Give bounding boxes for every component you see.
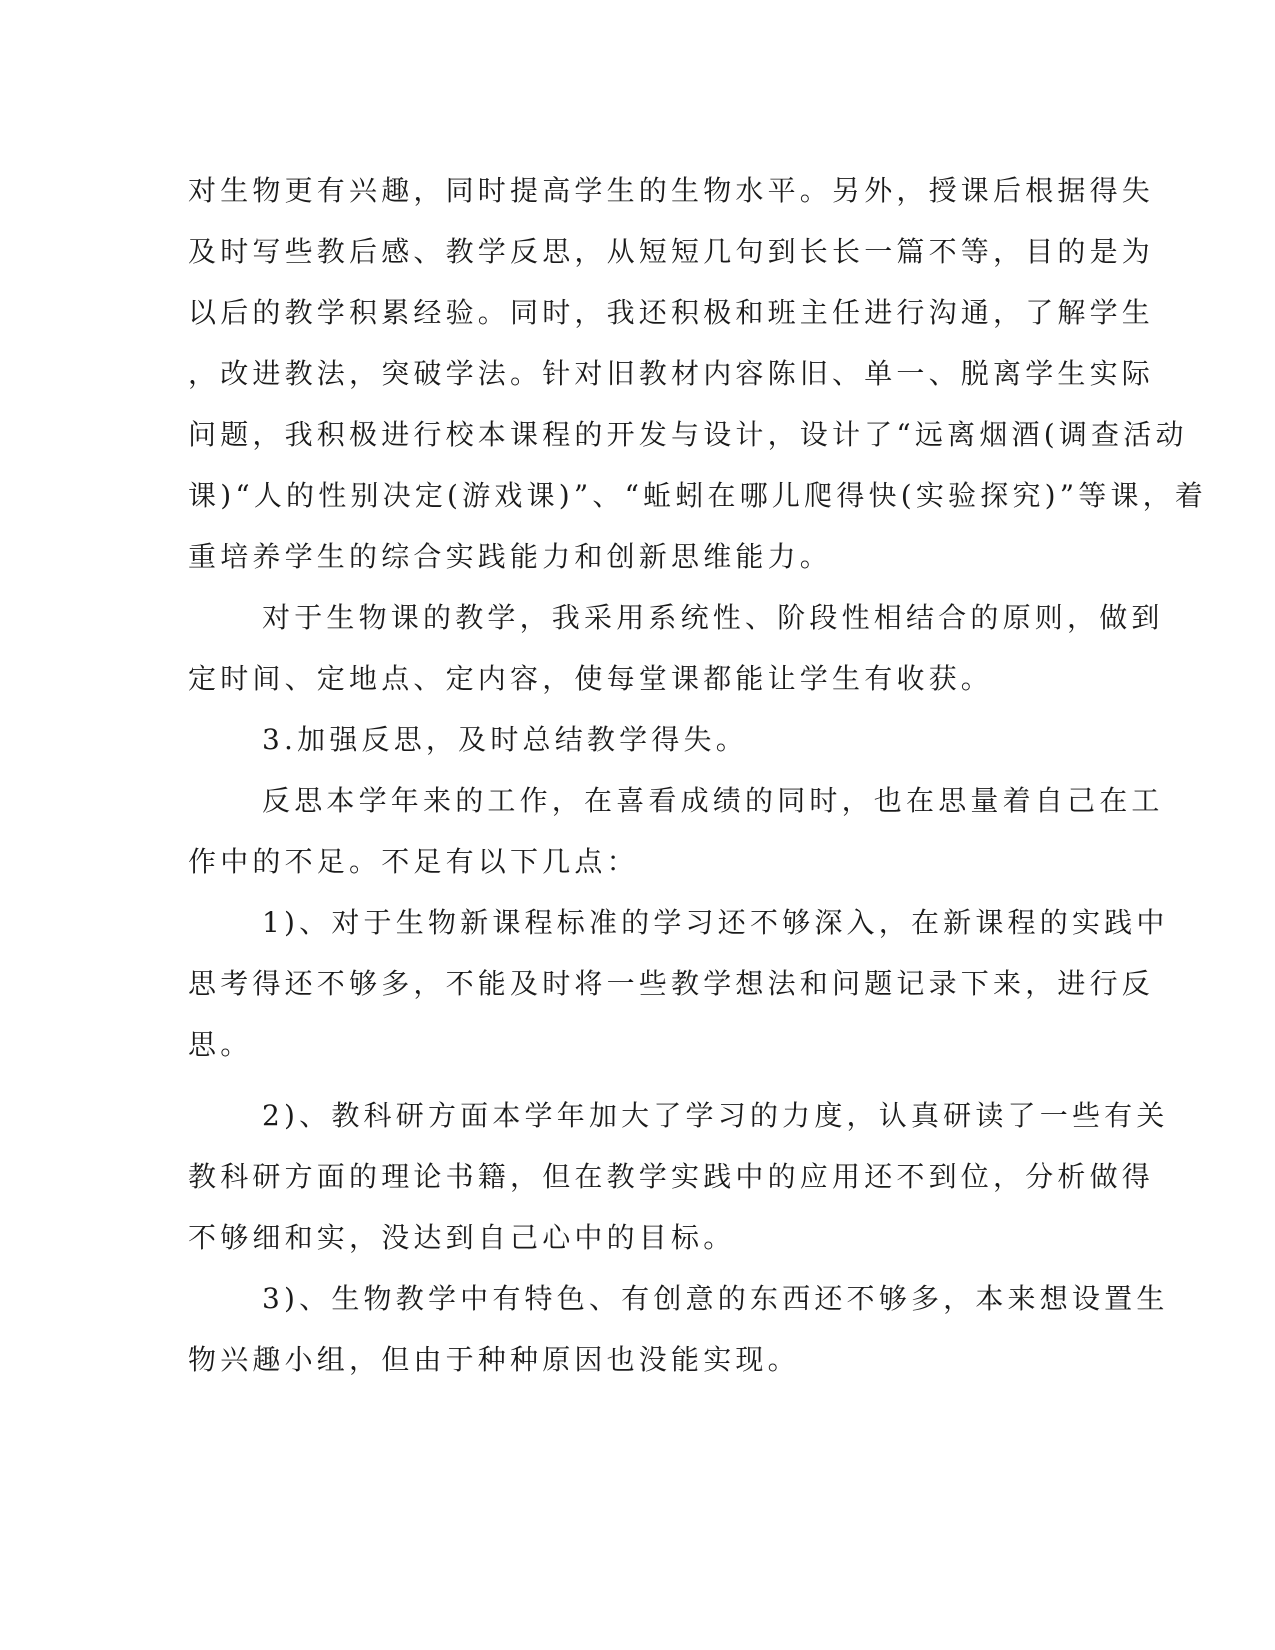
paragraph-first-line: 反思本学年来的工作，在喜看成绩的同时，也在思量着自己在工 [262,784,1164,817]
text-line: 以后的教学积累经验。同时，我还积极和班主任进行沟通，了解学生 [188,296,1155,329]
list-item-3-first-line: 3)、生物教学中有特色、有创意的东西还不够多，本来想设置生 [262,1282,1169,1315]
text-line: 定时间、定地点、定内容，使每堂课都能让学生有收获。 [188,662,994,695]
text-line: ，改进教法，突破学法。针对旧教材内容陈旧、单一、脱离学生实际 [188,357,1155,390]
text-line: 教科研方面的理论书籍，但在教学实践中的应用还不到位，分析做得 [188,1160,1155,1193]
list-item-1-first-line: 1)、对于生物新课程标准的学习还不够深入，在新课程的实践中 [262,906,1169,939]
text-line: 重培养学生的综合实践能力和创新思维能力。 [188,540,833,573]
list-item-2-first-line: 2)、教科研方面本学年加大了学习的力度，认真研读了一些有关 [262,1099,1169,1132]
text-line: 对生物更有兴趣，同时提高学生的生物水平。另外，授课后根据得失 [188,174,1155,207]
paragraph-gap [188,1075,1088,1085]
section-heading: 3.加强反思，及时总结教学得失。 [262,723,748,756]
text-line: 物兴趣小组，但由于种种原因也没能实现。 [188,1343,800,1376]
document-body [188,160,1208,1390]
paragraph-first-line: 对于生物课的教学，我采用系统性、阶段性相结合的原则，做到 [262,601,1164,634]
text-line: 不够细和实，没达到自己心中的目标。 [188,1221,736,1254]
text-line: 问题，我积极进行校本课程的开发与设计，设计了“远离烟酒(调查活动 [188,418,1188,451]
text-line: 及时写些教后感、教学反思，从短短几句到长长一篇不等，目的是为 [188,235,1155,268]
text-line: 思考得还不够多，不能及时将一些教学想法和问题记录下来，进行反 [188,967,1155,1000]
text-line: 课)“人的性别决定(游戏课)”、“蚯蚓在哪儿爬得快(实验探究)”等课，着 [188,479,1208,512]
text-line: 思。 [188,1028,253,1061]
text-line: 作中的不足。不足有以下几点： [188,845,639,878]
